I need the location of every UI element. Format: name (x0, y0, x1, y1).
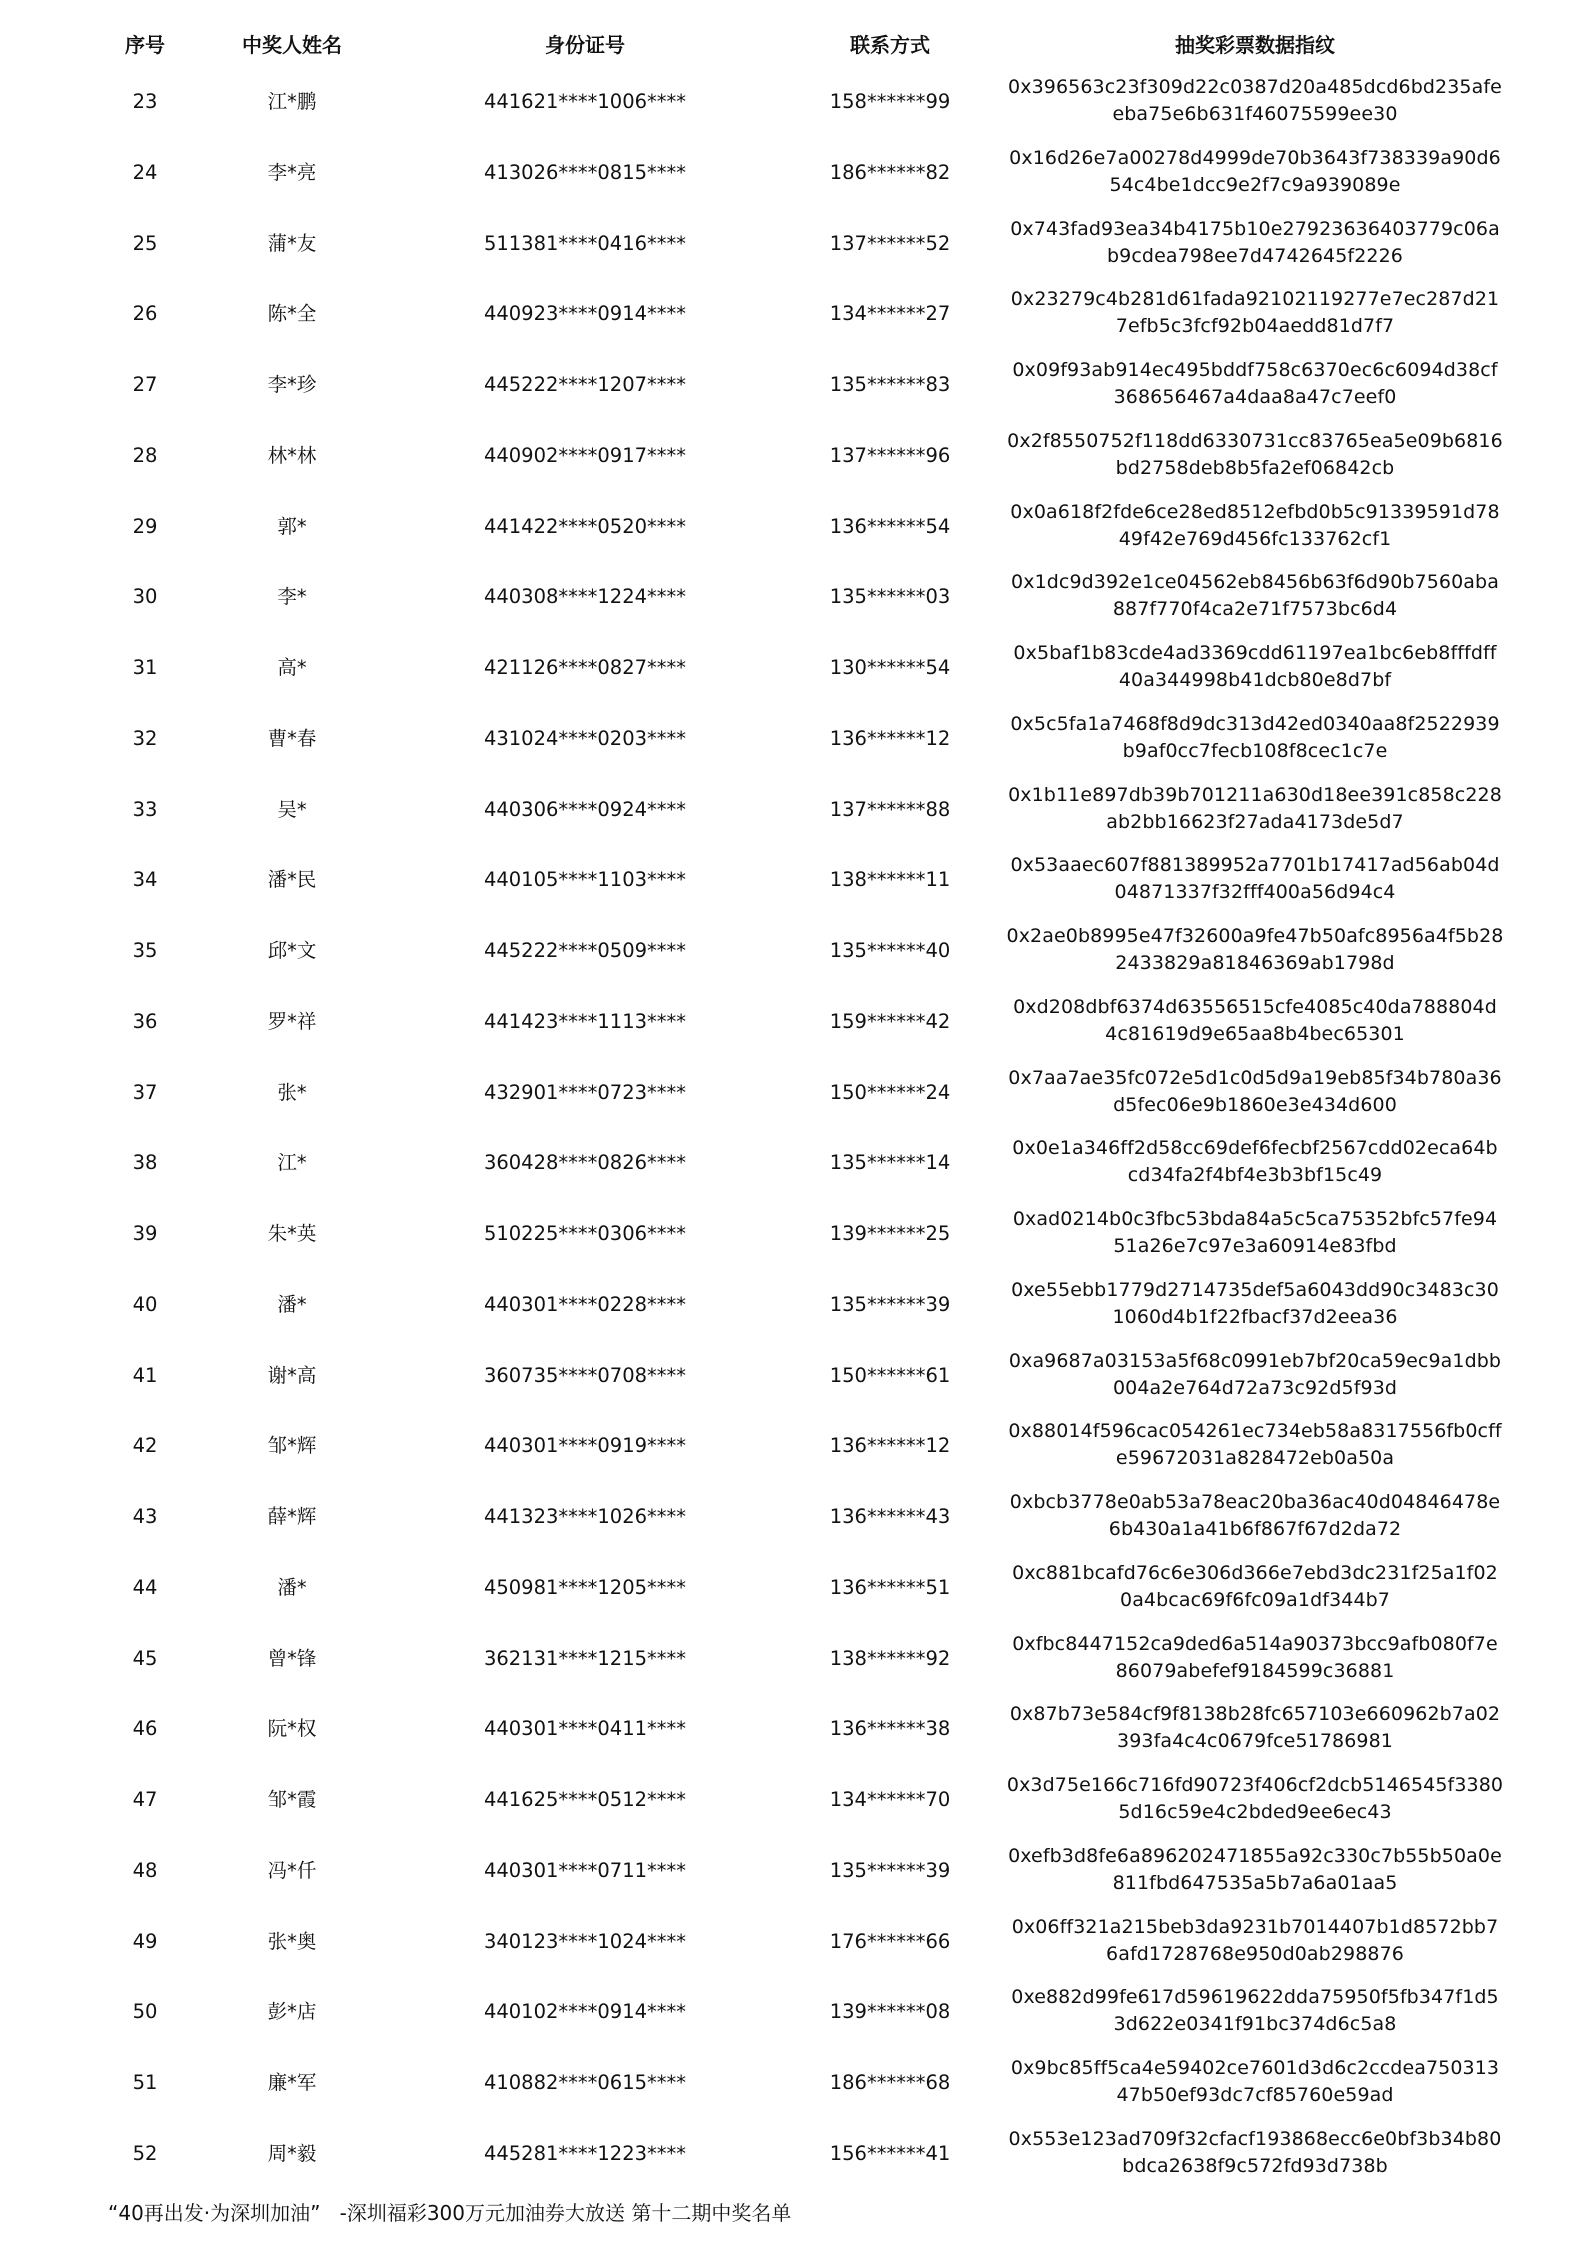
fingerprint-line-2: 47b50ef93dc7cf85760e59ad (1116, 2084, 1394, 2106)
id-number-cell: 440102****0914**** (483, 2000, 687, 2024)
fingerprint-line-2: ab2bb16623f27ada4173de5d7 (1106, 810, 1404, 833)
fingerprint-line-2: 7efb5c3fcf92b04aedd81d7f7 (1115, 315, 1395, 338)
winner-name-cell: 林*林 (267, 443, 317, 467)
header-lottery-fingerprint: 抽奖彩票数据指纹 (1175, 33, 1335, 57)
serial-number-cell: 26 (132, 302, 158, 326)
fingerprint-line-2: 1060d4b1f22fbacf37d2eea36 (1112, 1305, 1398, 1328)
id-number-cell: 410882****0615**** (483, 2071, 687, 2094)
serial-number-cell: 36 (132, 1009, 158, 1033)
id-number-cell: 360428****0826**** (483, 1151, 687, 1175)
fingerprint-line-1: 0xe55ebb1779d2714735def5a6043dd90c3483c30 (1011, 1278, 1499, 1301)
fingerprint-cell (1000, 1206, 1510, 1260)
serial-number-cell: 39 (132, 1222, 158, 1245)
table-row (0, 1840, 1586, 1911)
id-number-cell: 441422****0520**** (483, 514, 687, 538)
winner-name-cell: 邱*文 (267, 939, 317, 962)
id-number-cell: 362131****1215**** (483, 1646, 687, 1670)
table-row (0, 496, 1586, 567)
contact-cell: 136******43 (829, 1505, 951, 1528)
fingerprint-line-1: 0x553e123ad709f32cfacf193868ecc6e0bf3b34b80 (1008, 2127, 1502, 2150)
serial-number-cell: 34 (132, 868, 158, 892)
fingerprint-line-1: 0x3d75e166c716fd90723f406cf2dcb5146545f3380 (1006, 1774, 1504, 1796)
fingerprint-line-2: 0a4bcac69f6fc09a1df344b7 (1120, 1588, 1390, 1611)
winner-name-cell: 谢*高 (267, 1363, 317, 1387)
winner-name-cell: 潘* (277, 1292, 307, 1316)
fingerprint-line-1: 0xad0214b0c3fbc53bda84a5c5ca75352bfc57fe94 (1012, 1208, 1498, 1230)
id-number-cell: 440105****1103**** (483, 868, 687, 892)
fingerprint-cell (1000, 1560, 1510, 1614)
fingerprint-cell (1000, 2055, 1510, 2109)
serial-number-cell: 42 (132, 1434, 158, 1458)
table-row (0, 1345, 1586, 1416)
fingerprint-cell (1000, 2126, 1510, 2180)
header-winner-name: 中奖人姓名 (242, 33, 342, 57)
winner-name-cell: 江*鹏 (267, 90, 317, 113)
id-number-cell: 421126****0827**** (483, 656, 687, 679)
fingerprint-cell (1000, 286, 1510, 340)
winner-name-cell: 潘* (277, 1575, 307, 1599)
fingerprint-cell (1000, 1701, 1510, 1755)
serial-number-cell: 46 (132, 1717, 158, 1741)
table-row (0, 991, 1586, 1062)
fingerprint-cell (1000, 1914, 1510, 1968)
fingerprint-cell (1000, 1418, 1510, 1472)
fingerprint-line-1: 0x1b11e897db39b701211a630d18ee391c858c228 (1008, 783, 1502, 806)
fingerprint-line-1: 0x87b73e584cf9f8138b28fc657103e660962b7a02 (1009, 1703, 1501, 1726)
fingerprint-line-1: 0x396563c23f309d22c0387d20a485dcd6bd235afe (1008, 76, 1502, 98)
serial-number-cell: 38 (132, 1151, 158, 1175)
contact-cell: 136******51 (829, 1575, 951, 1599)
fingerprint-cell (1000, 74, 1510, 128)
id-number-cell: 440306****0924**** (483, 797, 687, 821)
table-row (0, 2052, 1586, 2123)
contact-cell: 158******99 (829, 90, 951, 113)
table-row (0, 1274, 1586, 1345)
table-row (0, 71, 1586, 142)
id-number-cell: 441423****1113**** (483, 1009, 687, 1033)
winner-name-cell: 廉*军 (267, 2071, 317, 2094)
winner-name-cell: 李* (277, 585, 307, 609)
fingerprint-line-2: 6b430a1a41b6f867f67d2da72 (1108, 1518, 1402, 1540)
fingerprint-line-2: 3d622e0341f91bc374d6c5a8 (1113, 2013, 1397, 2036)
fingerprint-line-2: 004a2e764d72a73c92d5f93d (1112, 1376, 1398, 1399)
table-row (0, 1769, 1586, 1840)
fingerprint-line-2: 2433829a81846369ab1798d (1115, 952, 1395, 974)
fingerprint-line-2: 54c4be1dcc9e2f7c9a939089e (1109, 173, 1401, 196)
fingerprint-line-2: b9af0cc7fecb108f8cec1c7e (1122, 739, 1388, 762)
table-row (0, 2123, 1586, 2194)
table-row (0, 708, 1586, 779)
fingerprint-cell (1000, 1489, 1510, 1543)
fingerprint-cell (1000, 145, 1510, 199)
table-row (0, 920, 1586, 991)
fingerprint-cell (1000, 1135, 1510, 1189)
fingerprint-line-2: 5d16c59e4c2bded9ee6ec43 (1118, 1801, 1392, 1823)
fingerprint-line-1: 0x06ff321a215beb3da9231b7014407b1d8572bb7 (1011, 1915, 1499, 1938)
fingerprint-line-1: 0xbcb3778e0ab53a78eac20ba36ac40d04846478e (1009, 1491, 1501, 1513)
fingerprint-line-1: 0x16d26e7a00278d4999de70b3643f738339a90d6 (1009, 146, 1501, 169)
serial-number-cell: 43 (132, 1505, 158, 1528)
table-body (0, 71, 1586, 2194)
fingerprint-line-1: 0x7aa7ae35fc072e5d1c0d5d9a19eb85f34b780a36 (1008, 1066, 1502, 1089)
serial-number-cell: 48 (132, 1858, 158, 1882)
serial-number-cell: 40 (132, 1292, 158, 1316)
fingerprint-line-1: 0xe882d99fe617d59619622dda75950f5fb347f1d5 (1011, 1986, 1499, 2009)
fingerprint-line-2: 887f770f4ca2e71f7573bc6d4 (1112, 598, 1398, 621)
winner-name-cell: 潘*民 (267, 868, 317, 892)
fingerprint-cell (1000, 1984, 1510, 2038)
contact-cell: 137******52 (829, 231, 951, 255)
table-row (0, 1628, 1586, 1699)
contact-cell: 136******38 (829, 1717, 951, 1741)
fingerprint-line-2: 40a344998b41dcb80e8d7bf (1118, 669, 1392, 691)
fingerprint-line-1: 0xfbc8447152ca9ded6a514a90373bcc9afb080f7e (1012, 1632, 1498, 1655)
serial-number-cell: 41 (132, 1363, 158, 1387)
serial-number-cell: 51 (132, 2071, 158, 2094)
contact-cell: 135******39 (829, 1858, 951, 1882)
winner-name-cell: 江* (277, 1151, 307, 1175)
fingerprint-cell (1000, 499, 1510, 553)
id-number-cell: 510225****0306**** (483, 1222, 687, 1245)
contact-cell: 159******42 (829, 1009, 951, 1033)
contact-cell: 136******12 (829, 726, 951, 750)
contact-cell: 176******66 (829, 1929, 951, 1953)
winner-name-cell: 邹*霞 (267, 1788, 317, 1811)
table-row (0, 213, 1586, 284)
table-row (0, 779, 1586, 850)
contact-cell: 137******96 (829, 443, 951, 467)
fingerprint-line-2: bd2758deb8b5fa2ef06842cb (1115, 456, 1395, 479)
fingerprint-line-2: 6afd1728768e950d0ab298876 (1106, 1942, 1404, 1965)
fingerprint-line-2: 368656467a4daa8a47c7eef0 (1113, 386, 1397, 408)
winner-name-cell: 蒲*友 (267, 231, 317, 255)
fingerprint-cell (1000, 640, 1510, 694)
winner-name-cell: 李*珍 (267, 373, 317, 396)
serial-number-cell: 52 (132, 2141, 158, 2165)
id-number-cell: 445222****0509**** (483, 939, 687, 962)
table-row (0, 1415, 1586, 1486)
table-row (0, 1698, 1586, 1769)
fingerprint-line-1: 0x5baf1b83cde4ad3369cdd61197ea1bc6eb8fffdff (1013, 642, 1497, 664)
winner-name-cell: 吴* (277, 797, 307, 821)
fingerprint-cell (1000, 1772, 1510, 1826)
table-row (0, 1557, 1586, 1628)
fingerprint-line-2: 4c81619d9e65aa8b4bec65301 (1105, 1022, 1405, 1045)
table-row (0, 142, 1586, 213)
fingerprint-line-2: bdca2638f9c572fd93d738b (1122, 2154, 1388, 2177)
fingerprint-line-1: 0x0e1a346ff2d58cc69def6fecbf2567cdd02eca64b (1012, 1137, 1498, 1160)
header-contact: 联系方式 (850, 33, 930, 57)
document-footer: “40再出发·为深圳加油” -深圳福彩300万元加油券大放送 第十二期中奖名单 (108, 2201, 792, 2225)
fingerprint-line-1: 0x88014f596cac054261ec734eb58a8317556fb0cff (1008, 1420, 1502, 1443)
winner-name-cell: 邹*辉 (267, 1434, 317, 1458)
id-number-cell: 441625****0512**** (483, 1788, 687, 1811)
contact-cell: 136******54 (829, 514, 951, 538)
serial-number-cell: 27 (132, 373, 158, 396)
id-number-cell: 441323****1026**** (483, 1505, 687, 1528)
winner-name-cell: 曾*锋 (267, 1646, 317, 1670)
id-number-cell: 431024****0203**** (483, 726, 687, 750)
contact-cell: 186******68 (829, 2071, 951, 2094)
contact-cell: 135******39 (829, 1292, 951, 1316)
table-row (0, 566, 1586, 637)
fingerprint-cell (1000, 216, 1510, 270)
contact-cell: 136******12 (829, 1434, 951, 1458)
table-row (0, 1203, 1586, 1274)
serial-number-cell: 24 (132, 160, 158, 184)
fingerprint-line-1: 0x2f8550752f118dd6330731cc83765ea5e09b6816 (1007, 429, 1503, 452)
id-number-cell: 360735****0708**** (483, 1363, 687, 1387)
fingerprint-cell (1000, 994, 1510, 1048)
contact-cell: 138******11 (829, 868, 951, 892)
winner-name-cell: 彭*店 (267, 2000, 317, 2024)
winner-name-cell: 周*毅 (267, 2141, 317, 2165)
serial-number-cell: 29 (132, 514, 158, 538)
serial-number-cell: 44 (132, 1575, 158, 1599)
fingerprint-line-1: 0x743fad93ea34b4175b10e27923636403779c06a (1010, 217, 1500, 240)
winner-name-cell: 冯*仟 (267, 1858, 317, 1882)
id-number-cell: 445281****1223**** (483, 2141, 687, 2165)
fingerprint-line-1: 0x0a618f2fde6ce28ed8512efbd0b5c91339591d78 (1010, 500, 1500, 523)
serial-number-cell: 30 (132, 585, 158, 609)
id-number-cell: 450981****1205**** (483, 1575, 687, 1599)
winner-name-cell: 陈*全 (267, 302, 317, 326)
winner-name-cell: 曹*春 (267, 726, 317, 750)
contact-cell: 139******08 (829, 2000, 951, 2024)
serial-number-cell: 50 (132, 2000, 158, 2024)
fingerprint-cell (1000, 852, 1510, 906)
fingerprint-line-1: 0x9bc85ff5ca4e59402ce7601d3d6c2ccdea750313 (1010, 2057, 1500, 2079)
id-number-cell: 440301****0228**** (483, 1292, 687, 1316)
fingerprint-line-1: 0xd208dbf6374d63556515cfe4085c40da788804d (1013, 995, 1497, 1018)
contact-cell: 138******92 (829, 1646, 951, 1670)
serial-number-cell: 28 (132, 443, 158, 467)
fingerprint-cell (1000, 782, 1510, 836)
fingerprint-line-2: 49f42e769d456fc133762cf1 (1118, 527, 1392, 550)
fingerprint-cell (1000, 1348, 1510, 1402)
id-number-cell: 440923****0914**** (483, 302, 687, 326)
serial-number-cell: 25 (132, 231, 158, 255)
winner-name-cell: 罗*祥 (267, 1009, 317, 1033)
fingerprint-line-2: 04871337f32fff400a56d94c4 (1114, 881, 1396, 904)
fingerprint-line-2: eba75e6b631f46075599ee30 (1112, 103, 1398, 125)
table-row (0, 283, 1586, 354)
table-row (0, 425, 1586, 496)
table-row (0, 1132, 1586, 1203)
id-number-cell: 440301****0411**** (483, 1717, 687, 1741)
fingerprint-line-2: 86079abefef9184599c36881 (1115, 1659, 1395, 1682)
fingerprint-line-2: 811fbd647535a5b7a6a01aa5 (1112, 1871, 1398, 1894)
serial-number-cell: 23 (132, 90, 158, 113)
table-header (0, 22, 1586, 68)
winner-name-cell: 薛*辉 (267, 1505, 317, 1528)
fingerprint-line-2: b9cdea798ee7d4742645f2226 (1107, 244, 1403, 267)
id-number-cell: 432901****0723**** (483, 1080, 687, 1104)
id-number-cell: 440308****1224**** (483, 585, 687, 609)
table-row (0, 1981, 1586, 2052)
fingerprint-line-1: 0xc881bcafd76c6e306d366e7ebd3dc231f25a1f02 (1012, 1561, 1498, 1584)
fingerprint-cell (1000, 1277, 1510, 1331)
contact-cell: 135******14 (829, 1151, 951, 1175)
fingerprint-cell (1000, 711, 1510, 765)
contact-cell: 134******70 (829, 1788, 951, 1811)
contact-cell: 150******61 (829, 1363, 951, 1387)
contact-cell: 150******24 (829, 1080, 951, 1104)
contact-cell: 135******03 (829, 585, 951, 609)
id-number-cell: 441621****1006**** (483, 90, 687, 113)
contact-cell: 137******88 (829, 797, 951, 821)
serial-number-cell: 47 (132, 1788, 158, 1811)
fingerprint-line-2: 393fa4c4c0679fce51786981 (1117, 1730, 1393, 1753)
winner-name-cell: 高* (277, 656, 307, 679)
fingerprint-line-2: e59672031a828472eb0a50a (1115, 1447, 1395, 1470)
serial-number-cell: 37 (132, 1080, 158, 1104)
fingerprint-cell (1000, 1843, 1510, 1897)
id-number-cell: 440301****0711**** (483, 1858, 687, 1882)
fingerprint-line-1: 0x09f93ab914ec495bddf758c6370ec6c6094d38cf (1012, 359, 1498, 381)
table-row (0, 637, 1586, 708)
table-row (0, 354, 1586, 425)
winner-name-cell: 张*奥 (267, 1929, 317, 1953)
table-row (0, 1911, 1586, 1982)
fingerprint-line-1: 0x1dc9d392e1ce04562eb8456b63f6d90b7560aba (1011, 571, 1499, 594)
header-id-number: 身份证号 (545, 33, 625, 57)
id-number-cell: 511381****0416**** (483, 231, 687, 255)
winner-name-cell: 郭* (277, 514, 307, 538)
serial-number-cell: 45 (132, 1646, 158, 1670)
serial-number-cell: 33 (132, 797, 158, 821)
fingerprint-line-2: 51a26e7c97e3a60914e83fbd (1113, 1235, 1397, 1257)
serial-number-cell: 35 (132, 939, 158, 962)
winner-name-cell: 李*亮 (267, 160, 317, 184)
fingerprint-cell (1000, 357, 1510, 411)
fingerprint-line-1: 0x23279c4b281d61fada92102119277e7ec287d21 (1010, 288, 1500, 311)
contact-cell: 130******54 (829, 656, 951, 679)
fingerprint-line-1: 0x5c5fa1a7468f8d9dc313d42ed0340aa8f2522939 (1010, 712, 1500, 735)
id-number-cell: 440301****0919**** (483, 1434, 687, 1458)
fingerprint-line-1: 0x53aaec607f881389952a7701b17417ad56ab04d (1010, 854, 1500, 877)
fingerprint-cell (1000, 1631, 1510, 1685)
fingerprint-line-1: 0xa9687a03153a5f68c0991eb7bf20ca59ec9a1dbb (1008, 1349, 1502, 1372)
serial-number-cell: 32 (132, 726, 158, 750)
table-row (0, 849, 1586, 920)
fingerprint-line-2: d5fec06e9b1860e3e434d600 (1113, 1093, 1397, 1116)
table-row (0, 1486, 1586, 1557)
contact-cell: 134******27 (829, 302, 951, 326)
serial-number-cell: 31 (132, 656, 158, 679)
id-number-cell: 440902****0917**** (483, 443, 687, 467)
winner-name-cell: 阮*权 (267, 1717, 317, 1741)
header-serial-number: 序号 (125, 33, 165, 57)
contact-cell: 139******25 (829, 1222, 951, 1245)
table-row (0, 1062, 1586, 1133)
contact-cell: 135******40 (829, 939, 951, 962)
fingerprint-cell (1000, 923, 1510, 977)
id-number-cell: 340123****1024**** (483, 1929, 687, 1953)
serial-number-cell: 49 (132, 1929, 158, 1953)
winner-name-cell: 朱*英 (267, 1222, 317, 1245)
contact-cell: 186******82 (829, 160, 951, 184)
fingerprint-cell (1000, 428, 1510, 482)
contact-cell: 156******41 (829, 2141, 951, 2165)
contact-cell: 135******83 (829, 373, 951, 396)
fingerprint-line-2: cd34fa2f4bf4e3b3bf15c49 (1127, 1164, 1383, 1187)
fingerprint-line-1: 0x2ae0b8995e47f32600a9fe47b50afc8956a4f5b28 (1006, 925, 1504, 947)
winner-name-cell: 张* (277, 1080, 307, 1104)
id-number-cell: 445222****1207**** (483, 373, 687, 396)
fingerprint-cell (1000, 569, 1510, 623)
fingerprint-cell (1000, 1065, 1510, 1119)
id-number-cell: 413026****0815**** (483, 160, 687, 184)
fingerprint-line-1: 0xefb3d8fe6a896202471855a92c330c7b55b50a0e (1008, 1844, 1502, 1867)
